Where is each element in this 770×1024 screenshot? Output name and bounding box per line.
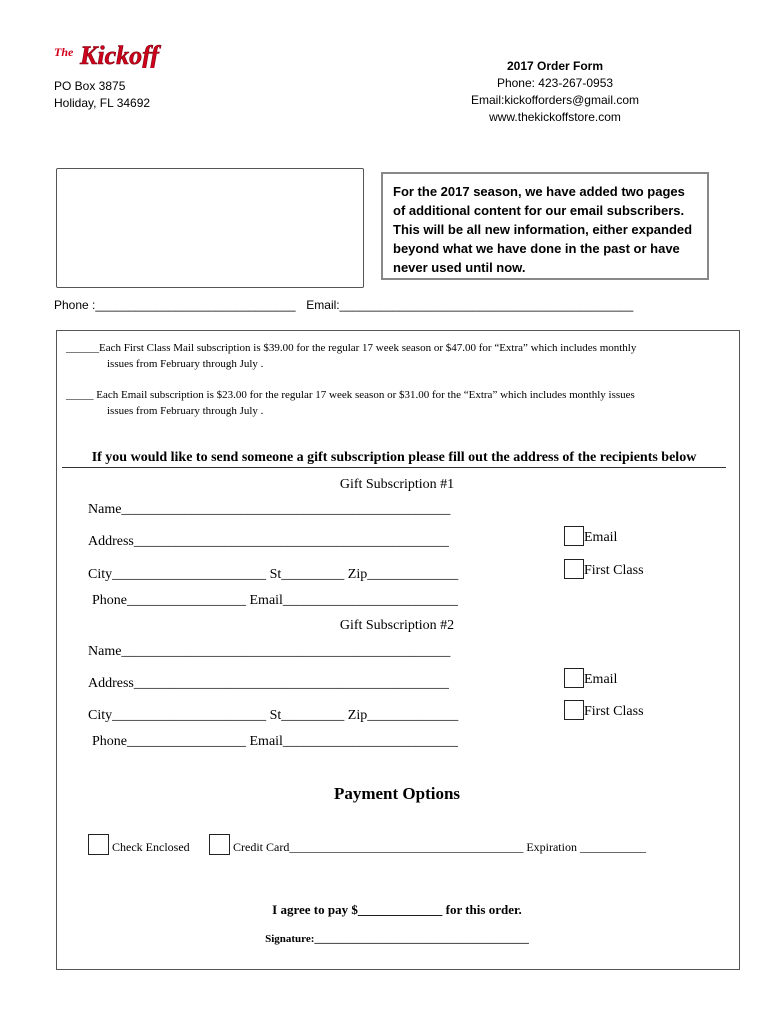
gift2-email-checkbox[interactable] xyxy=(564,668,584,688)
gift1-email-option[interactable] xyxy=(564,526,617,546)
contact-phone: Phone: 423-267-0953 xyxy=(496,76,614,90)
gift2-address-field[interactable]: Address_____________________________________________ xyxy=(88,676,449,691)
gift1-email-checkbox[interactable] xyxy=(564,526,584,546)
gift2-first-class-checkbox[interactable] xyxy=(564,700,584,720)
svg-text:The: The xyxy=(54,45,74,59)
notice-box: For the 2017 season, we have added two pages of additional content for our email subscribers. This will be all new information, either expanded beyond what we have done in the past or have never used until now. xyxy=(381,172,709,280)
gift1-email-label: Email xyxy=(584,530,618,545)
credit-card-checkbox[interactable] xyxy=(209,834,230,855)
phone-field[interactable]: Phone :______________________________ xyxy=(54,298,296,312)
email-sub-text[interactable]: _____ Each Email subscription is $23.00 for the regular 17 week season or $31.00 for the “Extra” which includes monthly issues xyxy=(66,389,635,401)
first-class-subscription xyxy=(66,340,736,372)
email-subscription xyxy=(66,387,736,419)
form-title: 2017 Order Form xyxy=(506,59,604,73)
signature-line[interactable]: Signature:_______________________________________ xyxy=(265,933,529,945)
gift2-phone-email-field[interactable]: Phone_________________ Email_________________________ xyxy=(92,734,458,749)
kickoff-logo xyxy=(54,40,174,68)
contact-email: Email:kickofforders@gmail.com xyxy=(470,93,639,107)
gift2-first-class-option[interactable] xyxy=(564,700,644,720)
gift2-name-field[interactable]: Name_______________________________________________ xyxy=(88,644,451,659)
gift2-email-label: Email xyxy=(584,672,618,687)
payment-options-title: Payment Options xyxy=(333,784,461,803)
gift-sub2-title: Gift Subscription #2 xyxy=(339,618,455,633)
company-address xyxy=(54,78,150,112)
check-enclosed-label: Check Enclosed xyxy=(112,840,190,854)
address-line1: PO Box 3875 xyxy=(54,79,126,93)
email-sub-text-cont: issues from February through July . xyxy=(107,405,264,417)
contact-fields xyxy=(54,298,633,312)
first-class-text-cont: issues from February through July . xyxy=(107,358,264,370)
gift1-first-class-label: First Class xyxy=(584,563,644,578)
agree-to-pay[interactable]: I agree to pay $_____________ for this order. xyxy=(272,902,522,917)
svg-text:Kickoff: Kickoff xyxy=(80,41,159,68)
gift2-email-option[interactable] xyxy=(564,668,617,688)
gift-heading: If you would like to send someone a gift subscription please fill out the address of the recipients below xyxy=(62,450,726,468)
gift1-first-class-option[interactable] xyxy=(564,559,644,579)
credit-card-option[interactable] xyxy=(209,834,646,855)
credit-card-label[interactable]: Credit Card_______________________________________ Expiration ___________ xyxy=(233,840,646,854)
customer-address-box[interactable] xyxy=(56,168,364,288)
check-enclosed-checkbox[interactable] xyxy=(88,834,109,855)
first-class-text[interactable]: ______Each First Class Mail subscription is $39.00 for the regular 17 week season or $47.00 for “Extra” which includes monthly xyxy=(66,342,637,354)
order-form-info xyxy=(440,58,670,126)
gift1-address-field[interactable]: Address_____________________________________________ xyxy=(88,534,449,549)
check-enclosed-option[interactable] xyxy=(88,834,190,855)
address-line2: Holiday, FL 34692 xyxy=(54,96,151,110)
gift2-first-class-label: First Class xyxy=(584,704,644,719)
gift1-city-field[interactable]: City______________________ St_________ Zip_____________ xyxy=(88,567,459,582)
website: www.thekickoffstore.com xyxy=(489,110,621,124)
gift1-first-class-checkbox[interactable] xyxy=(564,559,584,579)
gift2-city-field[interactable]: City______________________ St_________ Zip_____________ xyxy=(88,708,459,723)
gift1-phone-email-field[interactable]: Phone_________________ Email_________________________ xyxy=(92,593,458,608)
gift1-name-field[interactable]: Name_______________________________________________ xyxy=(88,502,451,517)
email-field[interactable]: Email:____________________________________________ xyxy=(306,298,634,312)
gift-sub1-title: Gift Subscription #1 xyxy=(339,477,455,492)
